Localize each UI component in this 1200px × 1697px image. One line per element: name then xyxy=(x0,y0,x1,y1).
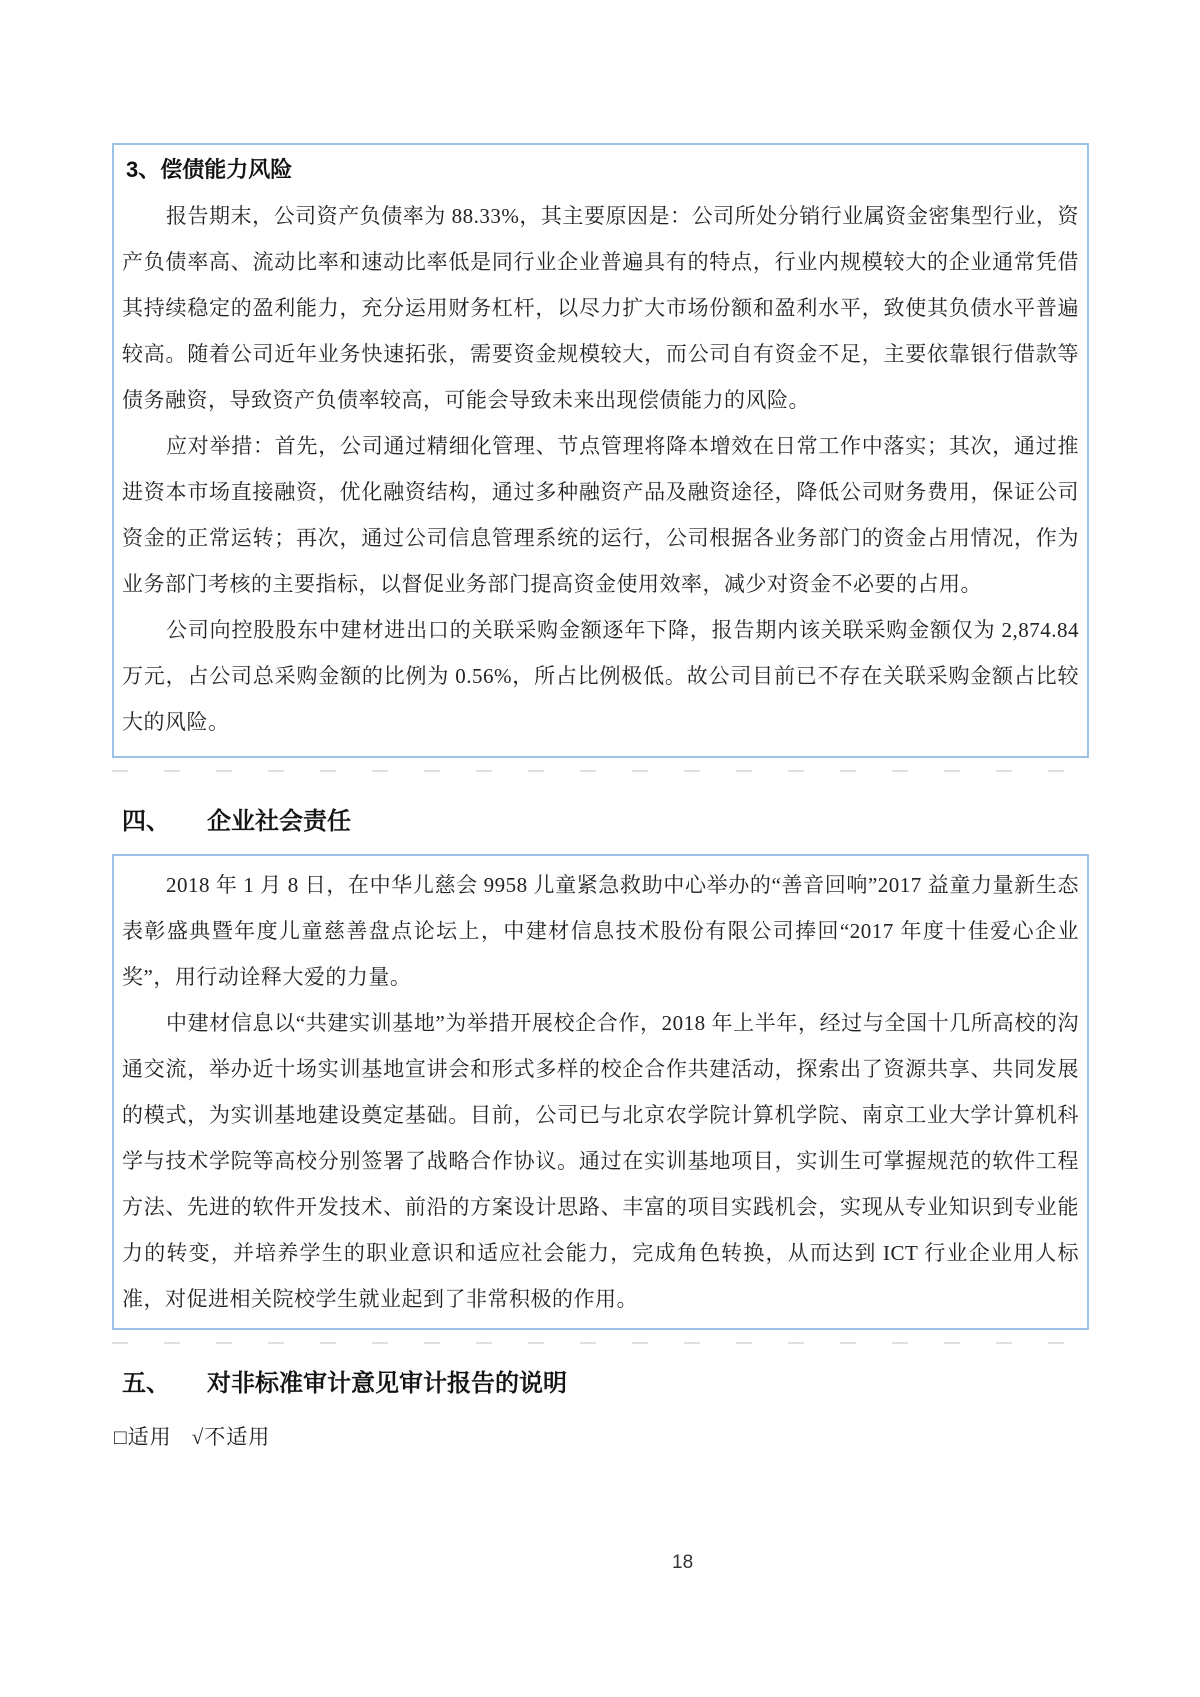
risk-section-box xyxy=(112,143,1089,758)
section-number: 五、 xyxy=(122,1370,170,1397)
applicable-checkbox-option: □适用 xyxy=(114,1425,172,1449)
page-number: 18 xyxy=(672,1552,694,1573)
risk-paragraph-3: 公司向控股股东中建材进出口的关联采购金额逐年下降，报告期内该关联采购金额仅为 2,874.84 万元，占公司总采购金额的比例为 0.56%，所占比例极低。故公司目前已不存在关联采购金额占比较大的风险。 xyxy=(122,618,1079,734)
risk-paragraph-1: 报告期末，公司资产负债率为 88.33%，其主要原因是：公司所处分销行业属资金密集型行业，资产负债率高、流动比率和速动比率低是同行业企业普遍具有的特点，行业内规模较大的企业通常凭借其持续稳定的盈利能力，充分运用财务杠杆，以尽力扩大市场份额和盈利水平，致使其负债水平普遍较高。随着公司近年业务快速拓张，需要资金规模较大，而公司自有资金不足，主要依靠银行借款等债务融资，导致资产负债率较高，可能会导致未来出现偿债能力的风险。 xyxy=(122,204,1079,412)
applicability-line xyxy=(114,1420,290,1454)
risk-box-heading: 3、偿债能力风险 xyxy=(126,157,293,182)
csr-section-box xyxy=(112,854,1089,1330)
section-heading-csr xyxy=(122,804,351,840)
csr-paragraph-2: 中建材信息以“共建实训基地”为举措开展校企合作，2018 年上半年，经过与全国十几所高校的沟通交流，举办近十场实训基地宣讲会和形式多样的校企合作共建活动，探索出了资源共享、共同发展的模式，为实训基地建设奠定基础。目前，公司已与北京农学院计算机学院、南京工业大学计算机科学与技术学院等高校分别签署了战略合作协议。通过在实训基地项目，实训生可掌握规范的软件工程方法、先进的软件开发技术、前沿的方案设计思路、丰富的项目实践机会，实现从专业知识到专业能力的转变，并培养学生的职业意识和适应社会能力，完成角色转换，从而达到 ICT 行业企业用人标准，对促进相关院校学生就业起到了非常积极的作用。 xyxy=(122,1011,1079,1311)
box-shadow-artifact-line xyxy=(112,770,1089,772)
not-applicable-checked-option: √不适用 xyxy=(191,1425,271,1449)
box-shadow-artifact-line xyxy=(112,1342,1089,1344)
section-number: 四、 xyxy=(122,808,170,835)
section-title: 对非标准审计意见审计报告的说明 xyxy=(207,1370,567,1397)
risk-paragraph-2: 应对举措：首先，公司通过精细化管理、节点管理将降本增效在日常工作中落实；其次，通过推进资本市场直接融资，优化融资结构，通过多种融资产品及融资途径，降低公司财务费用，保证公司资金的正常运转；再次，通过公司信息管理系统的运行，公司根据各业务部门的资金占用情况，作为业务部门考核的主要指标，以督促业务部门提高资金使用效率，减少对资金不必要的占用。 xyxy=(122,434,1079,596)
section-title: 企业社会责任 xyxy=(207,808,351,835)
section-heading-audit-opinion xyxy=(122,1366,567,1402)
csr-paragraph-1: 2018 年 1 月 8 日，在中华儿慈会 9958 儿童紧急救助中心举办的“善音回响”2017 益童力量新生态表彰盛典暨年度儿童慈善盘点论坛上，中建材信息技术股份有限公司捧回“2017 年度十佳爱心企业奖”，用行动诠释大爱的力量。 xyxy=(122,873,1079,989)
